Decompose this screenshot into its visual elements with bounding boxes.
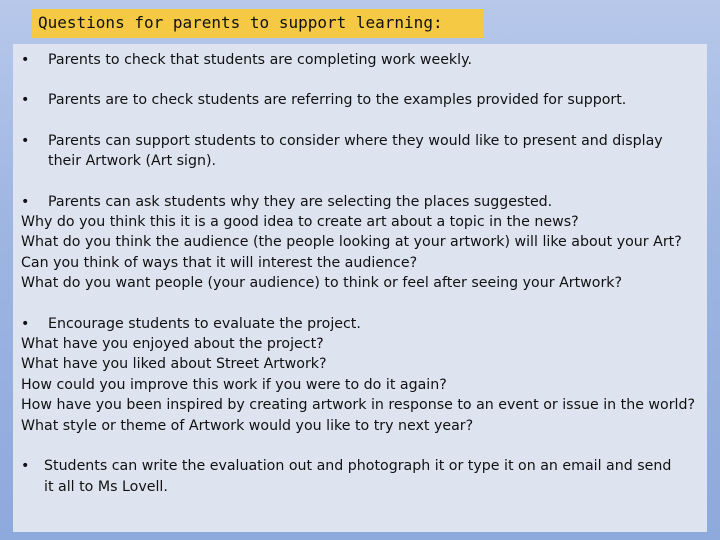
question-line: What do you want people (your audience) to think or feel after seeing your Artwork? <box>21 275 623 292</box>
question-line: What style or theme of Artwork would you like to try next year? <box>21 417 474 434</box>
bullet-text: Parents can ask students why they are selecting the places suggested. <box>48 193 553 210</box>
bullet-item <box>21 456 699 497</box>
bullet-marker: • <box>21 458 30 475</box>
bullet-item <box>21 192 699 212</box>
bullet-marker: • <box>21 92 30 109</box>
bullet-marker: • <box>21 132 30 149</box>
question-line: What do you think the audience (the people looking at your artwork) will like about your Art? <box>21 234 682 251</box>
bullet-item <box>21 131 699 172</box>
bullet-marker: • <box>21 52 30 68</box>
bullet-marker: • <box>21 315 30 332</box>
bullet-text: Parents to check that students are completing work weekly. <box>48 52 472 68</box>
bullet-item <box>21 314 699 334</box>
bullet-text: Parents are to check students are referring to the examples provided for support. <box>48 92 627 109</box>
bullet-item <box>21 50 699 70</box>
bullet-item <box>21 90 699 110</box>
page-title: Questions for parents to support learning: <box>32 9 484 38</box>
bullet-text: Students can write the evaluation out and photograph it or type it on an email and send it all to Ms Lovell. <box>44 458 672 495</box>
question-line: Can you think of ways that it will interest the audience? <box>21 254 418 271</box>
question-line: How have you been inspired by creating artwork in response to an event or issue in the world? <box>21 397 696 414</box>
bullet-marker: • <box>21 193 30 210</box>
bullet-text: Parents can support students to consider where they would like to present and display their Artwork (Art sign). <box>48 132 663 170</box>
question-line: What have you enjoyed about the project? <box>21 336 324 353</box>
question-line: Why do you think this it is a good idea to create art about a topic in the news? <box>21 214 579 231</box>
content-panel <box>13 44 707 532</box>
question-line: How could you improve this work if you were to do it again? <box>21 376 447 393</box>
bullet-text: Encourage students to evaluate the project. <box>48 315 361 332</box>
question-line: What have you liked about Street Artwork? <box>21 356 327 373</box>
